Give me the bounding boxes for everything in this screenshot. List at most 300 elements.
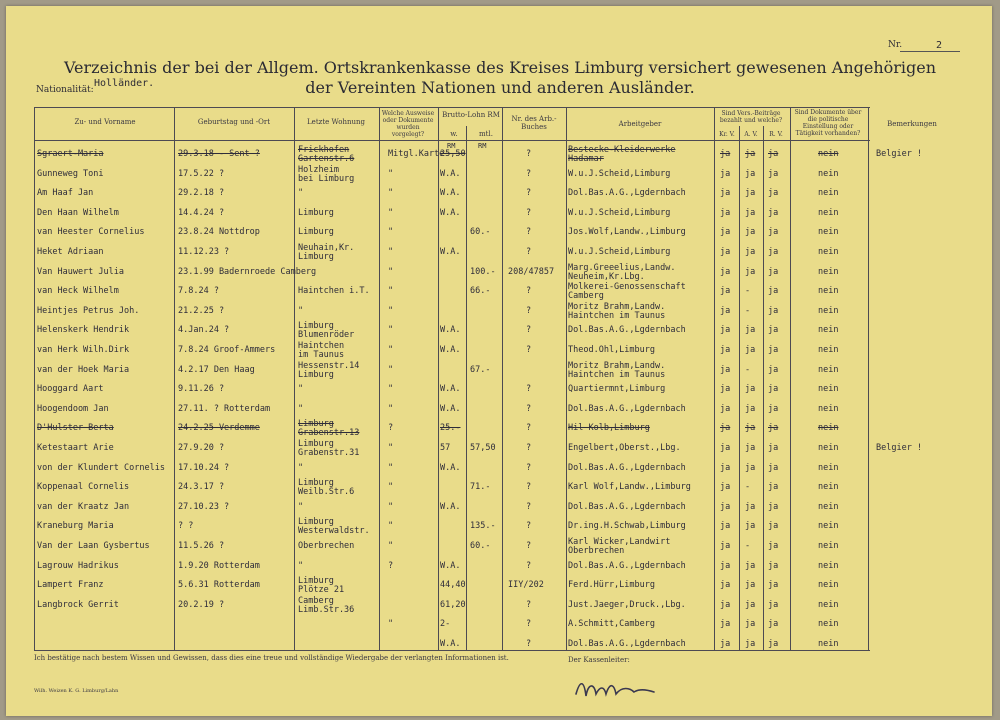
contribution-rv: ja [768,580,779,591]
political-documents: nein [818,325,839,336]
contribution-kv: ja [720,266,731,277]
employer-name: Dr.ing.H.Schwab,Limburg [568,521,686,532]
contribution-kv: ja [720,560,731,571]
remarks-text: Belgier ! [876,443,923,453]
contribution-av: ja [745,639,756,649]
work-book-number: ? [526,286,532,297]
contribution-rv: ja [768,599,779,610]
header-address: Letzte Wohnung [307,118,365,126]
work-book-number: ? [526,501,532,512]
contribution-rv: ja [768,541,779,551]
documents-shown: Mitgl.Karte [388,149,445,159]
birth-date-place: 11.12.23 ? [178,247,230,257]
documents-shown: " [388,168,394,179]
documents-shown: " [388,619,394,630]
contribution-rv: ja [768,188,779,199]
birth-date-place: 21.2.25 ? [178,305,225,316]
contribution-av: - [745,305,751,316]
political-documents: nein [818,266,839,277]
person-name: Koppenaal Cornelis [37,482,130,493]
documents-shown: " [388,247,394,257]
employer-name: Dol.Bas.A.G.,Lgdernbach [568,501,686,512]
contribution-av: ja [745,580,756,591]
last-address: Frickhofen [298,145,350,155]
documents-shown: " [388,286,394,297]
work-book-number: ? [526,227,532,238]
last-address: Gartenstr.6 [298,154,355,164]
person-name: Sgraert-Maria [37,149,104,159]
wage-weekly: 57 [440,443,451,453]
title-line-2: der Vereinten Nationen und anderen Ausländer. [305,78,695,97]
employer-name: Karl Wicker,Landwirt [568,537,671,547]
wage-monthly: 67.- [470,364,491,375]
last-address: Grabenstr.13 [298,428,360,439]
wage-monthly: 60.- [470,541,491,551]
table-header-bottom-border [34,140,870,141]
employer-name: Dol.Bas.A.G.,Lgdernbach [568,462,686,473]
last-address: Hessenstr.14 [298,360,360,371]
wage-weekly: W.A. [440,325,461,336]
work-book-number: ? [526,168,532,179]
person-name: Langbrock Gerrit [37,599,119,610]
contribution-kv: ja [720,364,731,375]
last-address: bei Limburg [298,173,355,184]
contribution-kv: ja [720,541,731,551]
political-documents: nein [818,403,839,414]
contribution-kv: ja [720,227,731,238]
employer-name: Haintchen im Taunus [568,310,666,321]
person-name: van der Kraatz Jan [37,501,130,512]
employer-name: Marg.Greeelius,Landw. [568,262,676,273]
header-kv: Kr. V. [719,131,735,138]
person-name: Den Haan Wilhelm [37,207,119,218]
work-book-number: ? [526,619,532,630]
employer-name: Neuheim,Kr.Lbg. [568,271,645,282]
political-documents: nein [818,482,839,493]
last-address: Westerwaldstr. [298,526,370,537]
documents-shown: " [388,384,394,395]
political-documents: nein [818,227,839,238]
wage-weekly: W.A. [440,462,461,473]
employer-name: Moritz Brahm,Landw. [568,360,666,371]
column-line [790,107,791,650]
employer-name: Oberbrechen [568,546,625,556]
contribution-kv: ja [720,247,731,257]
employer-name: Dol.Bas.A.G.,Lgdernbach [568,560,686,571]
documents-shown: ? [388,560,394,571]
contribution-kv: ja [720,599,731,610]
person-name: Kraneburg Maria [37,521,114,532]
wage-weekly: W.A. [440,560,461,571]
last-address: Camberg [298,595,334,606]
political-documents: nein [818,541,839,551]
last-address: Grabenstr.31 [298,448,360,458]
work-book-number: IIY/202 [508,580,544,591]
contribution-kv: ja [720,384,731,395]
contribution-rv: ja [768,423,779,434]
employer-name: W.u.J.Scheid,Limburg [568,207,671,218]
political-documents: nein [818,384,839,395]
employer-name: W.u.J.Scheid,Limburg [568,168,671,179]
documents-shown: " [388,325,394,336]
header-employer: Arbeitgeber [618,120,662,128]
contribution-av: ja [745,247,756,257]
employer-name: Camberg [568,291,604,302]
contribution-av: ja [745,384,756,395]
work-book-number: ? [526,462,532,473]
birth-date-place: 7.8.24 Groof-Ammers [178,345,276,355]
last-address: Limburg [298,369,334,380]
contribution-kv: ja [720,168,731,179]
header-documents-shown: Welche Ausweise oder Dokumente wurden vorgelegt? [381,110,435,138]
employer-name: Dol.Bas.A.G.,Lgdernbach [568,188,686,199]
contribution-rv: ja [768,619,779,630]
wage-weekly: 2- [440,619,451,630]
contribution-rv: ja [768,325,779,336]
contribution-kv: ja [720,521,731,532]
column-line [739,126,740,650]
birth-date-place: 24.3.17 ? [178,482,225,493]
documents-shown: " [388,227,394,238]
contribution-rv: ja [768,560,779,571]
contribution-rv: ja [768,639,779,649]
wage-monthly: 60.- [470,227,491,238]
birth-date-place: 4.2.17 Den Haag [178,364,255,375]
person-name: Hooggard Aart [37,384,104,395]
contribution-kv: ja [720,462,731,473]
contribution-av: ja [745,149,756,159]
contribution-rv: ja [768,286,779,297]
contribution-rv: ja [768,403,779,414]
person-name: van Heck Wilhelm [37,286,119,297]
remarks-text: Belgier ! [876,149,923,159]
work-book-number: ? [526,599,532,610]
affirmation-text: Ich bestätige nach bestem Wissen und Gewissen, dass dies eine treue und vollständige Wiedergabe der verlangten Informationen ist. [34,654,509,662]
contribution-kv: ja [720,423,731,434]
employer-name: Hadamar [568,154,604,164]
person-name: Heintjes Petrus Joh. [37,305,140,316]
work-book-number: ? [526,247,532,257]
work-book-number: ? [526,325,532,336]
documents-shown: " [388,364,394,375]
employer-name: Engelbert,Oberst.,Lbg. [568,443,681,453]
person-name: Am Haaf Jan [37,188,94,199]
person-name: von der Klundert Cornelis [37,462,165,473]
contribution-kv: ja [720,403,731,414]
contribution-rv: ja [768,305,779,316]
work-book-number: ? [526,403,532,414]
contribution-av: ja [745,619,756,630]
person-name: Helenskerk Hendrik [37,325,130,336]
birth-date-place: 27.10.23 ? [178,501,230,512]
column-line [438,107,439,650]
work-book-number: 208/47857 [508,266,555,277]
wage-monthly: 100.- [470,266,496,277]
contribution-kv: ja [720,188,731,199]
employer-name: Dol.Bas.A.G.,Lgdernbach [568,403,686,414]
last-address: Limburg [298,227,334,238]
person-name: Heket Adriaan [37,247,104,257]
contribution-kv: ja [720,345,731,355]
contribution-rv: ja [768,345,779,355]
header-gross-monthly: mtl. [479,130,493,138]
header-contributions: Sind Vers.-Beiträge bezahlt und welche? [719,110,783,124]
work-book-number: ? [526,384,532,395]
contribution-kv: ja [720,482,731,493]
header-gross-weekly: w. [450,130,458,138]
employer-name: Just.Jaeger,Druck.,Lbg. [568,599,686,610]
nationality-value: Holländer. [94,78,155,89]
documents-shown: " [388,462,394,473]
birth-date-place: 1.9.20 Rotterdam [178,560,260,571]
last-address: Plötze 21 [298,585,345,596]
contribution-av: ja [745,345,756,355]
contribution-av: ja [745,462,756,473]
documents-shown: " [388,188,394,199]
column-line [714,107,715,650]
birth-date-place: 9.11.26 ? [178,384,225,395]
number-label: Nr. [888,40,903,50]
contribution-av: - [745,364,751,375]
last-address: im Taunus [298,350,345,360]
contribution-rv: ja [768,384,779,395]
documents-shown: " [388,521,394,532]
contribution-av: ja [745,423,756,434]
documents-shown: " [388,443,394,453]
person-name: van der Hoek Maria [37,364,130,375]
wage-weekly: W.A. [440,188,461,199]
wage-monthly: 71.- [470,482,491,493]
wage-weekly: 25.- [440,423,461,434]
birth-date-place: 23.8.24 Nottdrop [178,227,260,238]
contribution-kv: ja [720,580,731,591]
number-value: 2 [936,40,943,51]
documents-shown: " [388,403,394,414]
birth-date-place: 20.2.19 ? [178,599,225,610]
contribution-rv: ja [768,521,779,532]
contribution-rv: ja [768,364,779,375]
wage-weekly: W.A. [440,207,461,218]
wage-monthly: 66.- [470,286,491,297]
contribution-rv: ja [768,482,779,493]
header-rv: R. V. [769,131,783,138]
column-line [34,107,35,650]
last-address: Limburg [298,576,334,587]
header-political-documents: Sind Dokumente über die politische Einstellung oder Tätigkeit vorhanden? [794,109,862,137]
contribution-av: - [745,541,751,551]
wage-unit-monthly: RM [478,142,487,150]
work-book-number: ? [526,443,532,453]
work-book-number: ? [526,541,532,551]
political-documents: nein [818,345,839,355]
person-name: Van der Laan Gysbertus [37,541,150,551]
last-address: Limburg [298,321,334,332]
last-address: Limburg [298,252,334,262]
employer-name: Jos.Wolf,Landw.,Limburg [568,227,686,238]
wage-weekly: W.A. [440,501,461,512]
person-name: Lagrouw Hadrikus [37,560,119,571]
documents-shown: ? [388,423,394,434]
birth-date-place: 24.2.25 Verdemme [178,423,260,434]
column-line [502,107,503,650]
contribution-rv: ja [768,501,779,512]
last-address: " [298,188,304,199]
last-address: Blumenröder [298,330,355,341]
header-work-book: Nr. des Arb.-Buches [511,115,557,131]
table-top-border [34,107,870,108]
header-birth: Geburtstag und -Ort [197,118,271,126]
last-address: " [298,384,304,395]
documents-shown: " [388,266,394,277]
wage-unit-weekly: RM [447,142,456,150]
work-book-number: ? [526,305,532,316]
wage-weekly: 61,20 [440,599,466,610]
contribution-av: - [745,482,751,493]
contribution-av: ja [745,227,756,238]
employer-name: Dol.Bas.A.G.,Lgdernbach [568,325,686,336]
wage-weekly: W.A. [440,403,461,414]
documents-shown: " [388,501,394,512]
contribution-av: ja [745,325,756,336]
political-documents: nein [818,639,839,649]
birth-date-place: 29.2.18 ? [178,188,225,199]
documents-shown: " [388,482,394,493]
wage-weekly: W.A. [440,247,461,257]
column-line [868,107,869,650]
contribution-av: ja [745,443,756,453]
political-documents: nein [818,521,839,532]
contribution-kv: ja [720,639,731,649]
employer-name: Haintchen im Taunus [568,369,666,380]
documents-shown: " [388,541,394,551]
birth-date-place: 29.3.18 - Sent ? [178,149,260,159]
last-address: " [298,305,304,316]
last-address: Haintchen [298,341,345,351]
last-address: Limburg [298,478,334,489]
last-address: " [298,560,304,571]
nationality-label: Nationalität: [36,85,94,95]
work-book-number: ? [526,423,532,434]
contribution-rv: ja [768,247,779,257]
contribution-av: ja [745,560,756,571]
last-address: " [298,501,304,512]
last-address: Limburg [298,419,334,430]
contribution-av: - [745,286,751,297]
documents-shown: " [388,305,394,316]
person-name: Lampert Franz [37,580,104,591]
person-name: van Heester Cornelius [37,227,145,238]
employer-name: Quartiermnt,Limburg [568,384,666,395]
contribution-kv: ja [720,619,731,630]
political-documents: nein [818,286,839,297]
birth-date-place: 4.Jan.24 ? [178,325,230,336]
column-line [174,107,175,650]
documents-shown: " [388,345,394,355]
political-documents: nein [818,168,839,179]
employer-name: Theod.Ohl,Limburg [568,345,655,355]
wage-weekly: 44,40 [440,580,466,591]
person-name: Ketestaart Arie [37,443,114,453]
contribution-kv: ja [720,286,731,297]
column-line [379,107,380,650]
work-book-number: ? [526,149,532,159]
wage-weekly: 25,50 [440,149,466,159]
employer-name: Hil Kolb,Limburg [568,423,650,434]
political-documents: nein [818,423,839,434]
contribution-kv: ja [720,305,731,316]
contribution-rv: ja [768,443,779,453]
employer-name: A.Schmitt,Camberg [568,619,655,630]
printer-imprint: Wilh. Weizen K. G. Limburg/Lahn [34,688,119,694]
person-name: Hoogendoom Jan [37,403,109,414]
contribution-av: ja [745,599,756,610]
documents-shown: " [388,207,394,218]
work-book-number: ? [526,639,532,649]
work-book-number: ? [526,482,532,493]
birth-date-place: 5.6.31 Rotterdam [178,580,260,591]
political-documents: nein [818,247,839,257]
last-address: Neuhain,Kr. [298,243,355,253]
contribution-rv: ja [768,168,779,179]
column-line [466,126,467,650]
person-name: van Herk Wilh.Dirk [37,345,130,355]
contribution-av: ja [745,207,756,218]
birth-date-place: ? ? [178,521,194,532]
political-documents: nein [818,462,839,473]
contribution-rv: ja [768,149,779,159]
header-name: Zu- und Vorname [74,118,136,126]
last-address: Oberbrechen [298,541,355,551]
employer-name: Dol.Bas.A.G.,Lgdernbach [568,639,686,649]
last-address: Holzheim [298,164,339,175]
birth-date-place: 14.4.24 ? [178,207,225,218]
work-book-number: ? [526,188,532,199]
work-book-number: ? [526,521,532,532]
birth-date-place: 17.5.22 ? [178,168,225,179]
contribution-av: ja [745,188,756,199]
wage-monthly: 135.- [470,521,496,532]
contribution-av: ja [745,266,756,277]
political-documents: nein [818,188,839,199]
signatory-label: Der Kassenleiter: [568,656,630,664]
employer-name: Ferd.Hürr,Limburg [568,580,655,591]
column-line [566,107,567,650]
work-book-number: ? [526,207,532,218]
person-name: Gunneweg Toni [37,168,104,179]
birth-date-place: 11.5.26 ? [178,541,225,551]
last-address: Weilb.Str.6 [298,487,355,498]
employer-name: Bestecke-Kleiderwerke [568,145,676,155]
work-book-number: ? [526,345,532,355]
table-bottom-border [34,650,870,651]
last-address: Limburg [298,439,334,449]
contribution-av: ja [745,403,756,414]
employer-name: W.u.J.Scheid,Limburg [568,247,671,257]
contribution-kv: ja [720,501,731,512]
person-name: D'Hulster Berta [37,423,114,434]
political-documents: nein [818,364,839,375]
employer-name: Karl Wolf,Landw.,Limburg [568,482,691,493]
birth-date-place: 27.9.20 ? [178,443,225,453]
political-documents: nein [818,207,839,218]
last-address: " [298,462,304,473]
contribution-rv: ja [768,266,779,277]
birth-date-place: 7.8.24 ? [178,286,219,297]
wage-monthly: 57,50 [470,443,496,453]
birth-date-place: 17.10.24 ? [178,462,230,473]
contribution-av: ja [745,521,756,532]
political-documents: nein [818,619,839,630]
